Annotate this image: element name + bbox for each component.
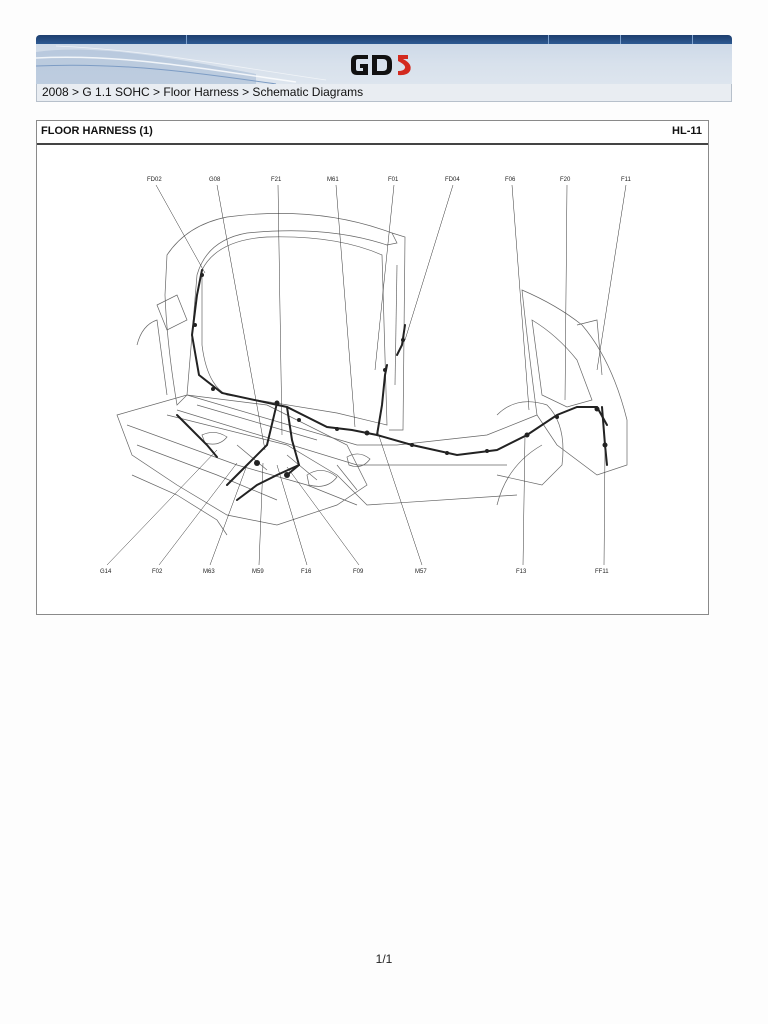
vehicle-body-outline [117,213,627,535]
connector-label: F01 [388,177,399,183]
header-top-bar [36,35,732,44]
breadcrumb: 2008 > G 1.1 SOHC > Floor Harness > Schematic Diagrams [42,85,364,99]
harness-clips [193,273,608,478]
app-header [36,35,732,84]
connector-label: F06 [505,177,516,183]
header-tick [692,35,693,44]
connector-label: M57 [415,569,427,575]
connector-label: FF11 [595,569,609,575]
connector-label: G14 [100,569,112,575]
connector-label: F16 [301,569,312,575]
harness-wire [177,270,607,500]
diagram-code: HL-11 [672,125,702,137]
connector-label: M61 [327,177,339,183]
harness-schematic [37,145,708,614]
header-tick [548,35,549,44]
connector-label: M59 [252,569,264,575]
header-tick [620,35,621,44]
connector-label: FD04 [445,177,460,183]
connector-label: F11 [621,177,631,183]
connector-label: F09 [353,569,364,575]
page-number: 1/1 [375,952,393,966]
diagram-title: FLOOR HARNESS (1) [41,125,153,137]
connector-label: F02 [152,569,163,575]
connector-label: M63 [203,569,215,575]
connector-labels-top [147,177,632,183]
connector-label: F20 [560,177,571,183]
connector-label: F13 [516,569,527,575]
connector-label: G08 [209,177,221,183]
connector-labels-bottom [100,569,609,575]
harness-drawing [37,145,708,614]
diagram-header [37,121,708,145]
connector-label: F21 [271,177,282,183]
header-tick [186,35,187,44]
gds-logo [348,50,418,80]
breadcrumb-bar [36,84,732,102]
leader-lines [107,185,626,565]
diagram-panel [36,120,709,615]
connector-label: FD02 [147,177,162,183]
